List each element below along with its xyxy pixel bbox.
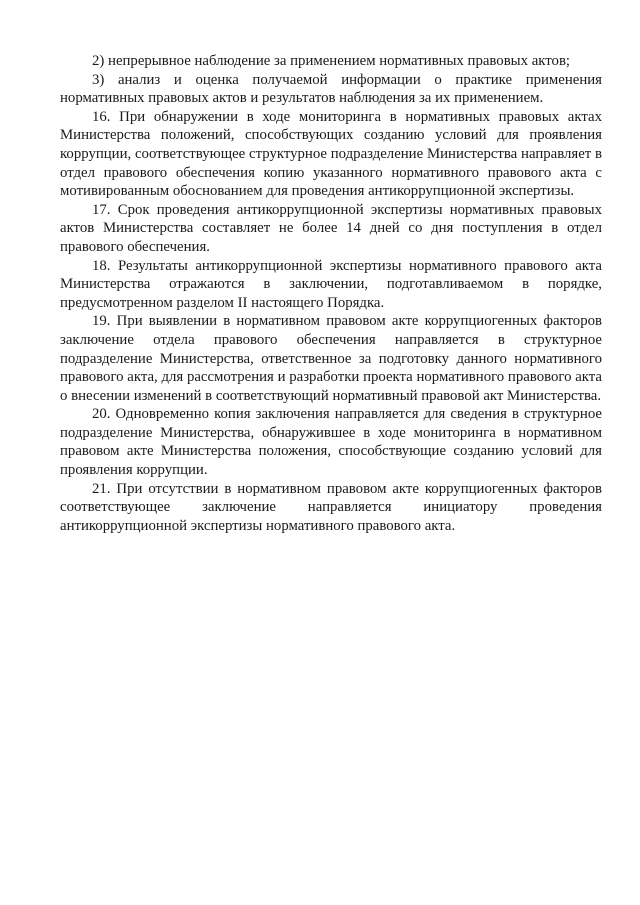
document-body: [60, 52, 602, 535]
paragraph-17: 17. Срок проведения антикоррупционной экспертизы нормативных правовых актов Министерства составляет не более 14 дней со дня поступления в отдел правового обеспечения.: [60, 201, 602, 255]
paragraph-item-3: 3) анализ и оценка получаемой информации о практике применения нормативных правовых актов и результатов наблюдения за их применением.: [60, 71, 602, 107]
paragraph-20: 20. Одновременно копия заключения направляется для сведения в структурное подразделение Министерства, обнаружившее в ходе мониторинга в нормативном правовом акте Министерства положения, способствующие созданию условий для проявления коррупции.: [60, 406, 602, 479]
paragraph-16: 16. При обнаружении в ходе мониторинга в нормативных правовых актах Министерства положений, способствующих созданию условий для проявления коррупции, соответствующее структурное подразделение Министерства направляет в отдел правового обеспечения копию указанного нормативного правового акта с мотивированным обоснованием для проведения антикоррупционной экспертизы.: [60, 108, 602, 200]
paragraph-item-2: 2) непрерывное наблюдение за применением нормативных правовых актов;: [92, 53, 571, 69]
paragraph-18: 18. Результаты антикоррупционной экспертизы нормативного правового акта Министерства отражаются в заключении, подготавливаемом в порядке, предусмотренном разделом II настоящего Порядка.: [60, 257, 602, 311]
paragraph-21: 21. При отсутствии в нормативном правовом акте коррупциогенных факторов соответствующее заключение направляется инициатору проведения антикоррупционной экспертизы нормативного правового акта.: [60, 480, 602, 534]
paragraph-19: 19. При выявлении в нормативном правовом акте коррупциогенных факторов заключение отдела правового обеспечения направляется в структурное подразделение Министерства, ответственное за подготовку данного нормативного правового акта, для рассмотрения и разработки проекта нормативного правового акта о внесении изменений в соответствующий нормативный правовой акт Министерства.: [60, 313, 602, 404]
